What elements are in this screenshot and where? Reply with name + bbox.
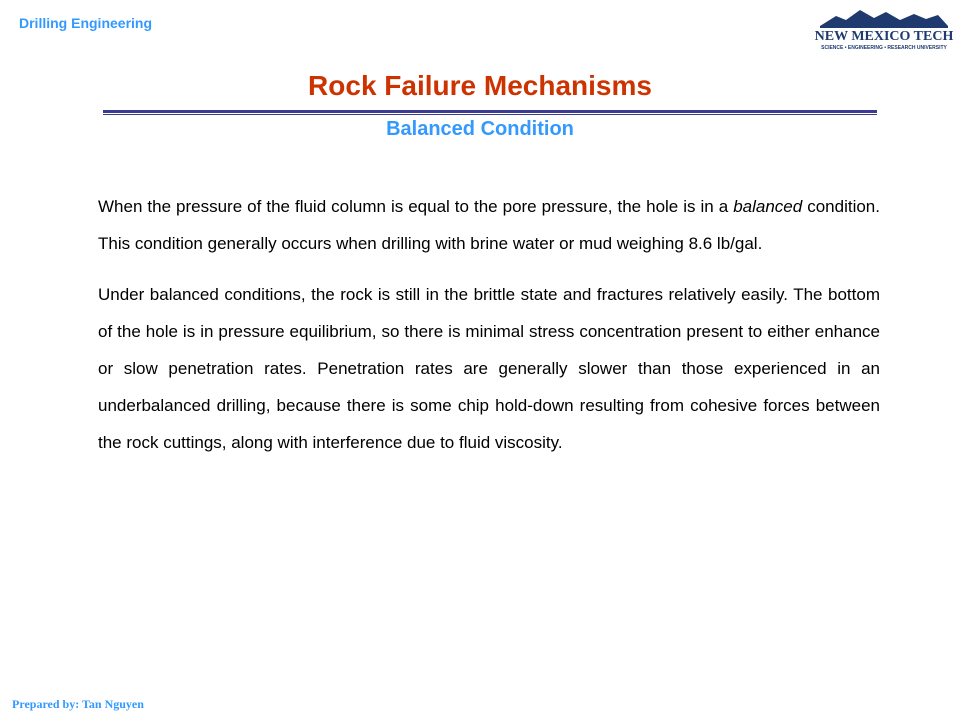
mountain-icon — [820, 10, 948, 26]
paragraph-1: When the pressure of the fluid column is equal to the pore pressure, the hole is in a balanced condition. This condition generally occurs when drilling with brine water or mud weighing 8.6 lb/gal. — [98, 197, 880, 253]
slide-body — [98, 188, 880, 475]
university-logo — [814, 6, 954, 52]
emphasis-balanced: balanced — [733, 197, 803, 216]
slide-subtitle: Balanced Condition — [386, 118, 574, 140]
title-divider — [103, 110, 877, 115]
slide-title: Rock Failure Mechanisms — [308, 70, 652, 101]
logo-tagline: SCIENCE • ENGINEERING • RESEARCH UNIVERSITY — [821, 45, 947, 51]
prepared-by: Prepared by: Tan Nguyen — [12, 697, 144, 711]
course-title: Drilling Engineering — [19, 15, 153, 31]
paragraph-2: Under balanced conditions, the rock is still in the brittle state and fractures relatively easily. The bottom of the hole is in pressure equilibrium, so there is minimal stress concentration present to either enhance or slow penetration rates. Penetration rates are generally slower than those experienced in an underbalanced drilling, because there is some chip hold-down resulting from cohesive forces between the rock cuttings, along with interference due to fluid viscosity. — [98, 285, 880, 452]
logo-name: NEW MEXICO TECH — [814, 29, 954, 44]
